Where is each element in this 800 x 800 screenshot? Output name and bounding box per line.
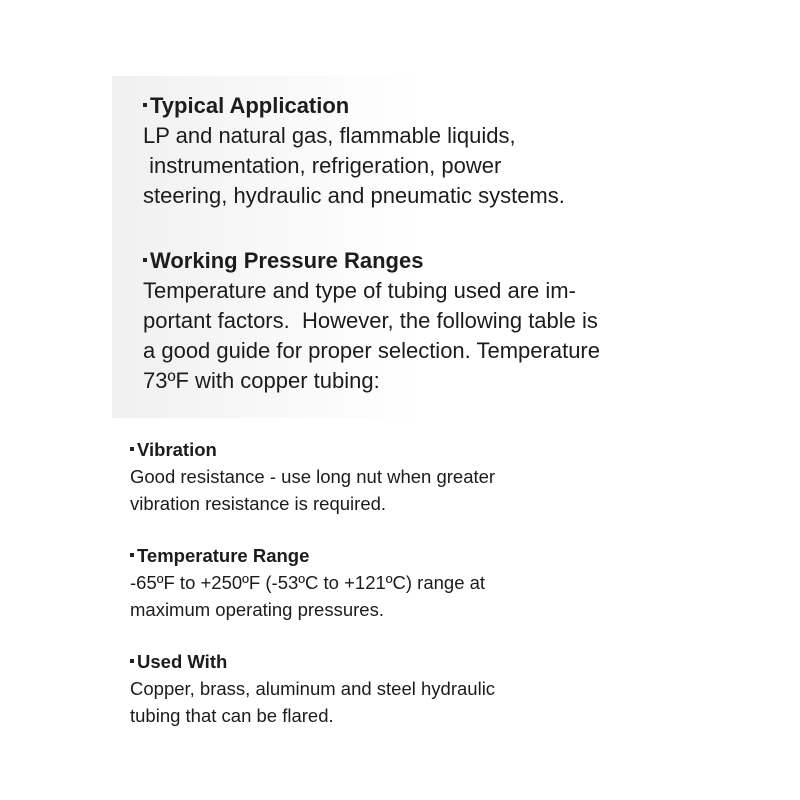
section-heading: Temperature Range — [130, 543, 485, 569]
bullet-icon — [143, 103, 147, 107]
section-heading: Vibration — [130, 437, 495, 463]
section-line: Temperature and type of tubing used are im- — [143, 278, 576, 303]
section-heading: Used With — [130, 649, 495, 675]
section-working-pressure-ranges — [143, 246, 600, 396]
bullet-icon — [130, 553, 134, 557]
section-line: tubing that can be flared. — [130, 705, 334, 726]
section-line: portant factors. However, the following table is — [143, 308, 598, 333]
section-heading: Typical Application — [143, 91, 565, 121]
section-line: 73ºF with copper tubing: — [143, 368, 380, 393]
bullet-icon — [130, 447, 134, 451]
section-line: -65ºF to +250ºF (-53ºC to +121ºC) range at — [130, 572, 486, 593]
bullet-icon — [143, 258, 147, 262]
section-line: steering, hydraulic and pneumatic systems. — [143, 183, 565, 208]
bullet-icon — [130, 659, 134, 663]
section-typical-application — [143, 91, 565, 211]
section-line: maximum operating pressures. — [130, 599, 384, 620]
section-heading: Working Pressure Ranges — [143, 246, 600, 276]
section-line: a good guide for proper selection. Temperature — [143, 338, 600, 363]
section-line: Good resistance - use long nut when greater — [130, 466, 496, 487]
section-line: vibration resistance is required. — [130, 493, 387, 514]
section-line: instrumentation, refrigeration, power — [143, 153, 502, 178]
section-temperature-range — [130, 543, 485, 623]
section-vibration — [130, 437, 495, 517]
section-used-with — [130, 649, 495, 729]
section-line: Copper, brass, aluminum and steel hydraulic — [130, 678, 496, 699]
section-line: LP and natural gas, flammable liquids, — [143, 123, 516, 148]
